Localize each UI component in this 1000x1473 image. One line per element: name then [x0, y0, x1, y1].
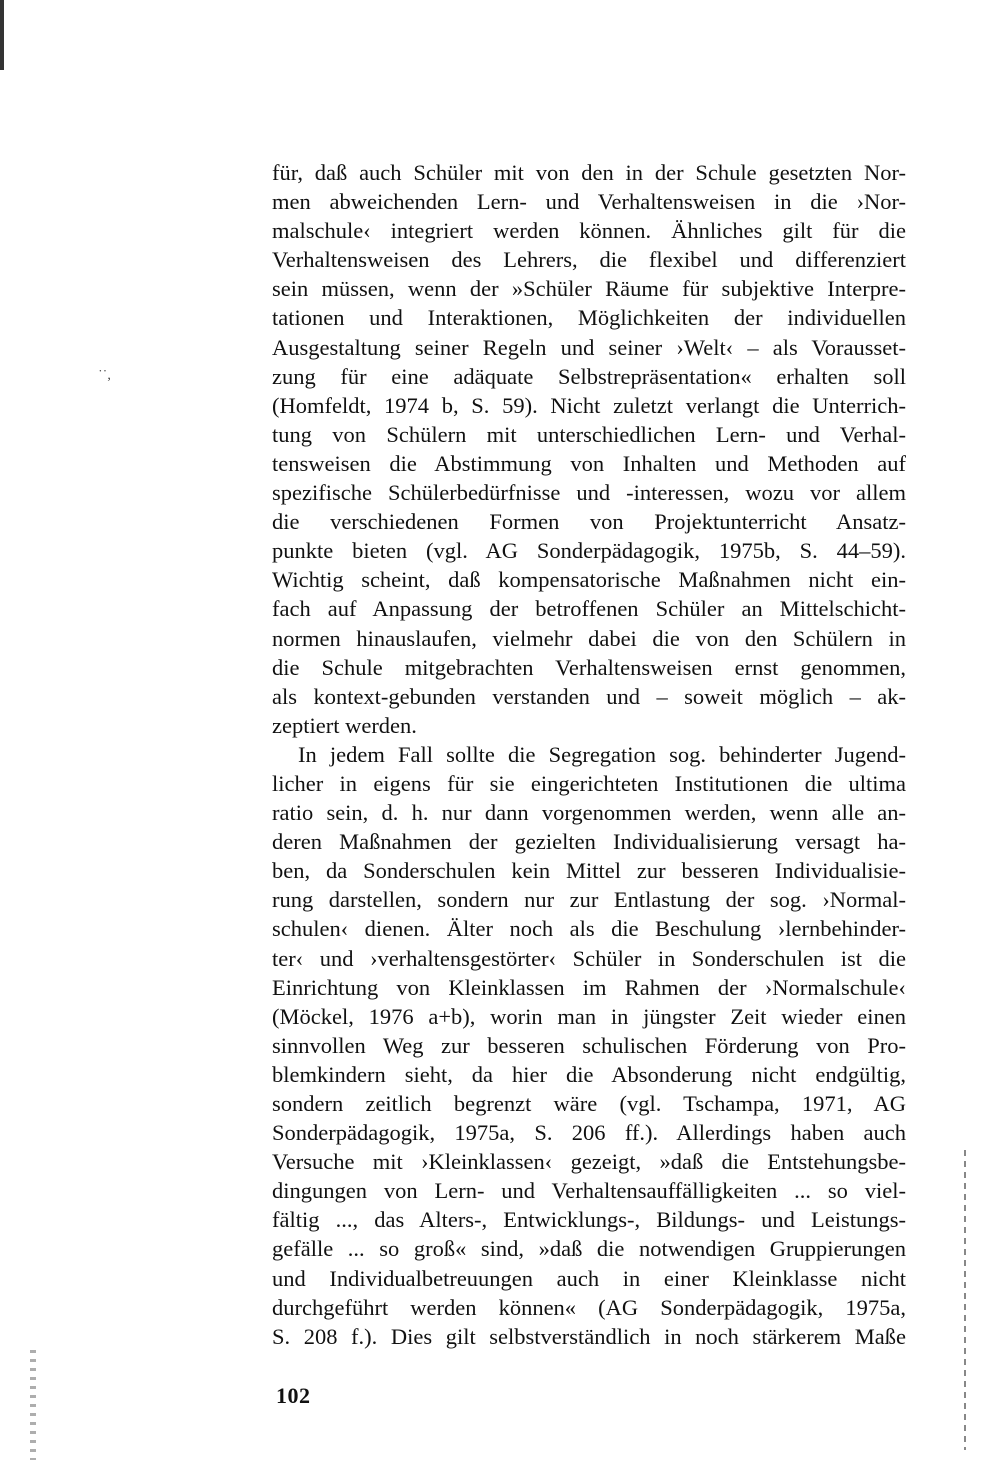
text-line: Wichtig scheint, daß kompensatorische Maßnahmen nicht ein-: [272, 567, 906, 593]
text-line: als kontext-gebunden verstanden und – soweit möglich – ak-: [272, 683, 906, 709]
text-line: Einrichtung von Kleinklassen im Rahmen der ›Normalschule‹: [272, 974, 906, 1000]
text-line: men abweichenden Lern- und Verhaltensweisen in die ›Nor-: [272, 189, 906, 215]
text-line: (Homfeldt, 1974 b, S. 59). Nicht zuletzt verlangt die Unterrich-: [272, 392, 906, 418]
page-number: 102: [276, 1383, 311, 1408]
body-text: [272, 158, 906, 1351]
text-line: Verhaltensweisen des Lehrers, die flexibel und differenziert: [272, 247, 906, 273]
text-line: ratio sein, d. h. nur dann vorgenommen werden, wenn alle an-: [272, 800, 906, 826]
text-line: Sonderpädagogik, 1975a, S. 206 ff.). Allerdings haben auch: [272, 1120, 906, 1146]
text-line: für, daß auch Schüler mit von den in der Schule gesetzten Nor-: [272, 160, 906, 185]
text-line: spezifische Schülerbedürfnisse und -interessen, wozu vor allem: [272, 480, 906, 506]
text-line: und Individualbetreuungen auch in einer Kleinklasse nicht: [272, 1265, 906, 1291]
text-line: S. 208 f.). Dies gilt selbstverständlich in noch stärkerem Maße: [272, 1323, 906, 1349]
text-line: Versuche mit ›Kleinklassen‹ gezeigt, »daß die Entstehungsbe-: [272, 1149, 906, 1175]
text-line: tensweisen die Abstimmung von Inhalten und Methoden auf: [272, 450, 906, 476]
text-line: tationen und Interaktionen, Möglichkeiten der individuellen: [272, 305, 906, 331]
text-line: blemkindern sieht, da hier die Absonderung nicht endgültig,: [272, 1061, 906, 1087]
scan-edge-artifact: [964, 1150, 966, 1450]
text-line: gefälle ... so groß« sind, »daß die notwendigen Gruppierungen: [272, 1236, 906, 1262]
text-line: durchgeführt werden können« (AG Sonderpädagogik, 1975a,: [272, 1294, 906, 1320]
text-line: fach auf Anpassung der betroffenen Schüler an Mittelschicht-: [272, 596, 906, 622]
text-line: fältig ..., das Alters-, Entwicklungs-, Bildungs- und Leistungs-: [272, 1207, 906, 1233]
scan-noise-artifact: [30, 1350, 36, 1460]
text-line: licher in eigens für sie eingerichteten Institutionen die ultima: [272, 770, 906, 796]
text-line: In jedem Fall sollte die Segregation sog. behinderter Jugend-: [298, 741, 906, 767]
text-line: zeptiert werden.: [272, 712, 417, 738]
scan-edge-artifact: [0, 0, 4, 70]
text-line: ben, da Sonderschulen kein Mittel zur besseren Individualisie-: [272, 858, 906, 884]
text-line: sondern zeitlich begrenzt wäre (vgl. Tschampa, 1971, AG: [272, 1091, 906, 1116]
text-line: normen hinauslaufen, vielmehr dabei die von den Schülern in: [272, 625, 906, 651]
text-line: punkte bieten (vgl. AG Sonderpädagogik, 1975b, S. 44–59).: [272, 538, 906, 564]
text-line: tung von Schülern mit unterschiedlichen Lern- und Verhal-: [272, 421, 906, 447]
text-line: sein müssen, wenn der »Schüler Räume für subjektive Interpre-: [272, 276, 906, 302]
scan-noise-artifact: ˙˙,: [98, 368, 111, 383]
text-line: die Schule mitgebrachten Verhaltensweisen ernst genommen,: [272, 654, 906, 680]
text-line: die verschiedenen Formen von Projektunterricht Ansatz-: [272, 509, 906, 535]
text-line: ter‹ und ›verhaltensgestörter‹ Schüler in Sonderschulen ist die: [272, 945, 906, 971]
text-line: dingungen von Lern- und Verhaltensauffälligkeiten ... so viel-: [272, 1178, 906, 1204]
text-line: zung für eine adäquate Selbstrepräsentation« erhalten soll: [272, 363, 906, 389]
text-line: (Möckel, 1976 a+b), worin man in jüngster Zeit wieder einen: [272, 1003, 906, 1029]
text-line: deren Maßnahmen der gezielten Individualisierung versagt ha-: [272, 829, 906, 855]
text-line: rung darstellen, sondern nur zur Entlastung der sog. ›Normal-: [272, 887, 906, 913]
text-line: Ausgestaltung seiner Regeln und seiner ›Welt‹ – als Vorausset-: [272, 334, 906, 360]
text-line: sinnvollen Weg zur besseren schulischen Förderung von Pro-: [272, 1032, 906, 1058]
text-line: malschule‹ integriert werden können. Ähnliches gilt für die: [272, 218, 906, 244]
text-line: schulen‹ dienen. Älter noch als die Beschulung ›lernbehinder-: [272, 916, 906, 942]
